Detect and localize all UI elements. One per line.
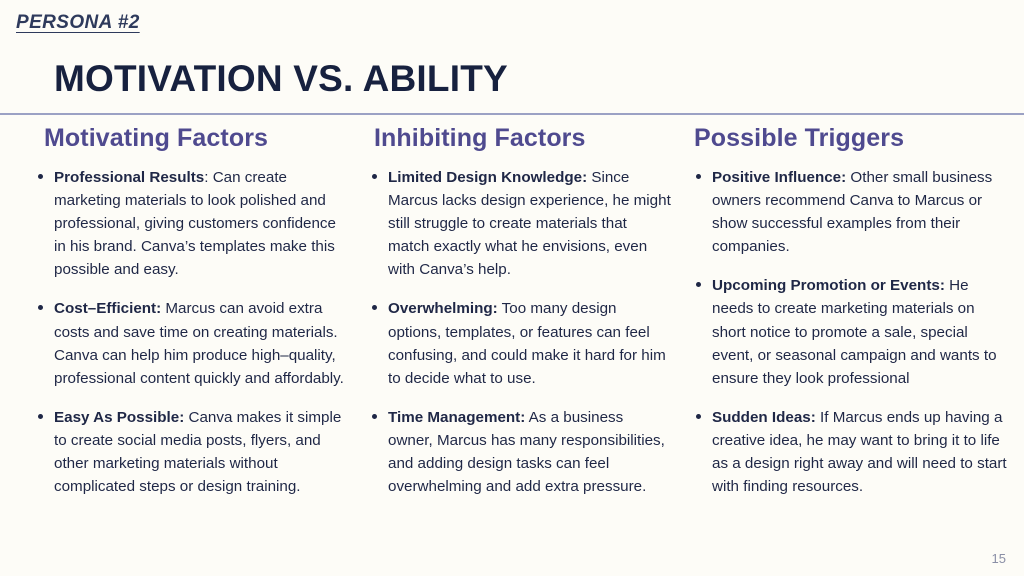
- list-item-text: Too many design options, templates, or features can feel confusing, and could make it hard for him to decide what to use.: [388, 300, 666, 387]
- column-inhibiting-factors: [360, 124, 680, 514]
- list-item-lead: Limited Design Knowledge:: [388, 169, 588, 186]
- list-item-text: Marcus can avoid extra costs and save time on creating materials. Canva can help him produce high–quality, professional content quickly and affordably.: [54, 300, 344, 387]
- list-item: [368, 406, 672, 498]
- list-item-text: He needs to create marketing materials on short notice to promote a sale, special event, or seasonal campaign and wants to ensure they look professional: [712, 277, 997, 387]
- list-item-lead: Sudden Ideas:: [712, 408, 816, 426]
- list-item: [368, 297, 672, 389]
- list-item: [368, 166, 672, 281]
- list-item-lead: Easy As Possible:: [54, 408, 185, 426]
- list-item-text: If Marcus ends up having a creative idea, he may want to bring it to life as a design right away and will need to start with finding resources.: [712, 408, 1007, 496]
- column-heading: Possible Triggers: [694, 124, 905, 152]
- list-item-lead: Overwhelming:: [388, 300, 498, 318]
- list-item-lead: Time Management:: [388, 408, 526, 426]
- page-number: 15: [991, 551, 1006, 566]
- column-heading: Motivating Factors: [44, 124, 269, 152]
- bullet-list: [690, 166, 1010, 498]
- list-item: [28, 406, 350, 498]
- column-heading: Inhibiting Factors: [374, 124, 586, 152]
- slide-eyebrow: PERSONA #2: [16, 12, 140, 33]
- list-item-lead: Upcoming Promotion or Events:: [712, 277, 945, 295]
- header-divider: [0, 113, 1024, 115]
- list-item: [690, 274, 1010, 389]
- list-item-lead: Positive Influence:: [712, 169, 847, 186]
- list-item: [690, 406, 1010, 498]
- list-item-lead: Cost–Efficient:: [54, 300, 162, 318]
- list-item-text: As a business owner, Marcus has many responsibilities, and adding design tasks can feel overwhelming and add extra pressure.: [388, 408, 665, 496]
- list-item-lead: Professional Results: [54, 169, 205, 186]
- bullet-list: [28, 166, 350, 498]
- column-possible-triggers: [680, 124, 1024, 514]
- list-item: [28, 297, 350, 389]
- list-item-text: Since Marcus lacks design experience, he might still struggle to create materials that match exactly what he envisions, even with Canva’s help.: [388, 169, 671, 279]
- bullet-list: [368, 166, 672, 498]
- list-item-text: Canva makes it simple to create social media posts, flyers, and other marketing materials without complicated steps or design training.: [54, 408, 342, 496]
- list-item-text: : Can create marketing materials to look polished and professional, giving customers confidence in his brand. Canva’s templates make this possible and easy.: [54, 169, 336, 279]
- list-item: [690, 166, 1010, 258]
- list-item-text: Other small business owners recommend Canva to Marcus or show successful examples from their companies.: [712, 169, 993, 256]
- columns-container: [0, 124, 1024, 514]
- column-motivating-factors: [0, 124, 360, 514]
- list-item: [28, 166, 350, 281]
- page-title: MOTIVATION VS. ABILITY: [54, 58, 508, 99]
